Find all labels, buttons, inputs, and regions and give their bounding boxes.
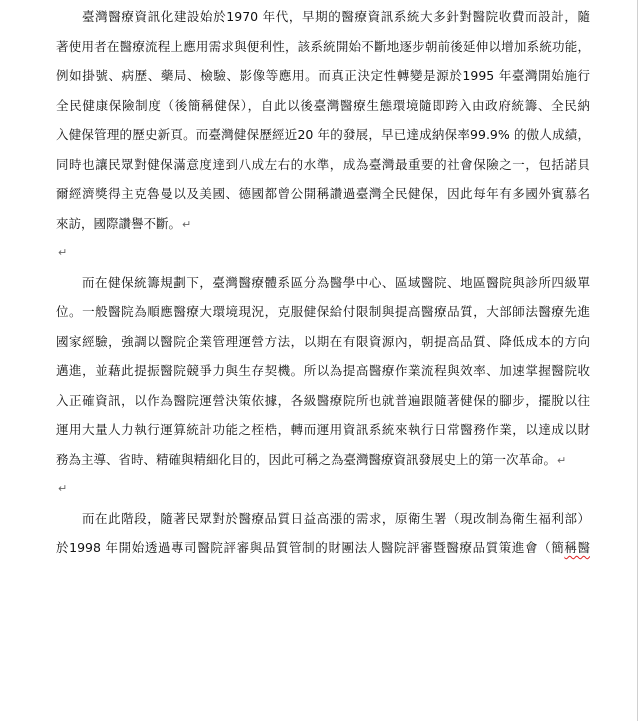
text-line-last bbox=[56, 445, 590, 475]
spellcheck-underline: 稱醫 bbox=[564, 540, 590, 555]
paragraph-3[interactable] bbox=[56, 504, 590, 563]
text-line-content: 於1998 年開始透過專司醫院評審與品質管制的財團法人醫院評審暨醫療品質策進會（簡稱醫 bbox=[56, 540, 590, 555]
document-body[interactable] bbox=[56, 2, 590, 563]
text-line: 臺灣醫療資訊化建設始於1970 年代，早期的醫療資訊系統大多針對醫院收費而設計，隨 bbox=[82, 9, 590, 24]
text-line-content: 務為主導、省時、精確與精細化目的，因此可稱之為臺灣醫療資訊發展史上的第一次革命。 bbox=[56, 451, 557, 467]
text-line: 入正確資訊，以作為醫院運營決策依據，各級醫療院所也就普遍跟隨著健保的腳步，擺脫以往 bbox=[56, 392, 590, 408]
text-line: 全民健康保險制度（後簡稱健保），自此以後臺灣醫療生態環境隨即跨入由政府統籌、全民納 bbox=[56, 97, 590, 113]
text-line: 國家經驗，強調以醫院企業管理運營方法，以期在有限資源內，朝提高品質、降低成本的方向 bbox=[56, 333, 590, 349]
paragraph-mark: ↵ bbox=[557, 453, 567, 467]
text-line: 位。一般醫院為順應醫療大環境現況，克服健保給付限制與提高醫療品質，大部師法醫療先進 bbox=[56, 304, 590, 319]
text-line: 邁進，並藉此提振醫院競爭力與生存契機。所以為提高醫療作業流程與效率、加速掌握醫院收 bbox=[56, 363, 590, 378]
text-line: 入健保管理的歷史新頁。而臺灣健保歷經近20 年的發展，早已達成納保率99.9% 的傲人成績， bbox=[56, 127, 590, 142]
text-line-last bbox=[56, 209, 590, 239]
text-line: 運用大量人力執行運算統計功能之桎梏，轉而運用資訊系統來執行日常醫務作業，以達成以財 bbox=[56, 422, 590, 437]
text-line: 而在此階段，隨著民眾對於醫療品質日益高漲的需求，原衛生署（現改制為衛生福利部） bbox=[82, 510, 590, 526]
text-line: 同時也讓民眾對健保滿意度達到八成左右的水準，成為臺灣最重要的社會保險之一，包括諾貝 bbox=[56, 156, 590, 172]
empty-paragraph-mark: ↵ bbox=[58, 482, 68, 495]
paragraph-mark: ↵ bbox=[182, 217, 192, 231]
text-line: 而在健保統籌規劃下，臺灣醫療體系區分為醫學中心、區域醫院、地區醫院與診所四級單 bbox=[82, 274, 590, 290]
text-line: 爾經濟獎得主克魯曼以及美國、德國都曾公開稱讚過臺灣全民健保，因此每年有多國外賓慕名 bbox=[56, 186, 590, 201]
text-line-content: 來訪，國際讚譽不斷。 bbox=[56, 215, 182, 231]
paragraph-1[interactable] bbox=[56, 2, 590, 238]
text-line-spellcheck bbox=[56, 533, 590, 563]
text-line: 著使用者在醫療流程上應用需求與便利性，該系統開始不斷地逐步朝前後延伸以增加系統功能， bbox=[56, 38, 590, 54]
paragraph-2[interactable] bbox=[56, 268, 590, 475]
empty-paragraph-mark: ↵ bbox=[58, 246, 68, 259]
text-line: 例如掛號、病歷、藥局、檢驗、影像等應用。而真正決定性轉變是源於1995 年臺灣開始施行 bbox=[56, 68, 590, 83]
